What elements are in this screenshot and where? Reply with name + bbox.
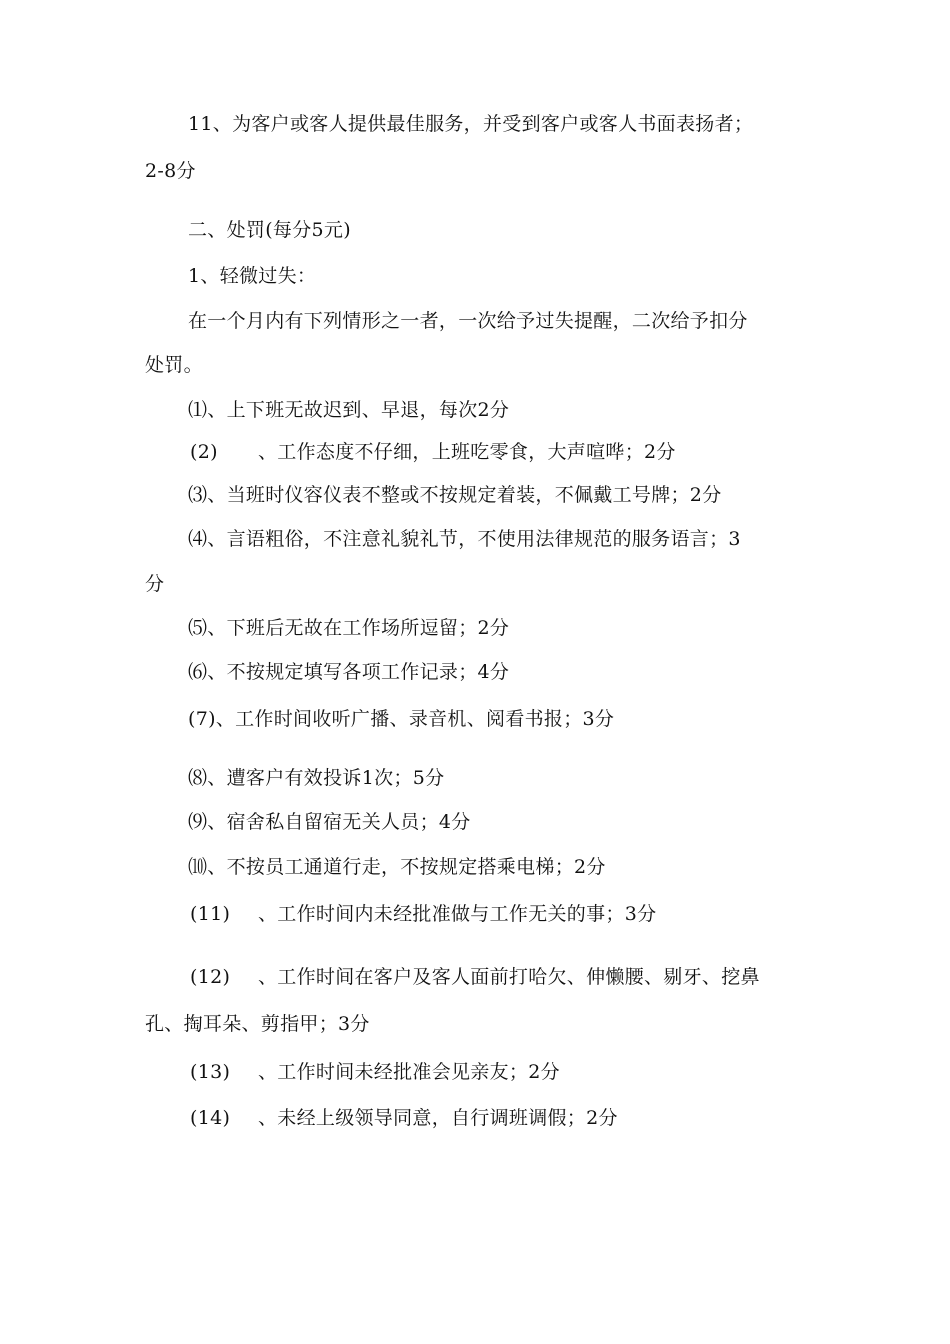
intro-paragraph-line-1: 在一个月内有下列情形之一者，一次给予过失提醒，二次给予扣分 [188,310,748,332]
item-11-text: 、工作时间内未经批准做与工作无关的事；3分 [258,903,657,925]
item-10: ⑽、不按员工通道行走，不按规定搭乘电梯；2分 [188,856,606,878]
item-12-number: (12) [190,966,231,988]
item-7: (7)、工作时间收听广播、录音机、阅看书报；3分 [188,708,615,730]
item-2-text: 、工作态度不仔细，上班吃零食，大声喧哗；2分 [258,441,676,463]
item-8: ⑻、遭客户有效投诉1次；5分 [188,767,445,789]
clause-11-text: 11、为客户或客人提供最佳服务，并受到客户或客人书面表扬者； [188,113,754,135]
item-13-text: 、工作时间未经批准会见亲友；2分 [258,1061,560,1083]
item-6: ⑹、不按规定填写各项工作记录；4分 [188,661,510,683]
item-4-line-1: ⑷、言语粗俗，不注意礼貌礼节，不使用法律规范的服务语言；3 [188,528,741,550]
item-13-number: (13) [190,1061,231,1083]
item-2-number: (2) [190,441,218,463]
subsection-heading-minor-fault: 1、轻微过失： [188,265,317,287]
clause-11-score: 2-8分 [145,160,196,182]
intro-paragraph-line-2: 处罚。 [145,354,203,376]
item-3: ⑶、当班时仪容仪表不整或不按规定着装，不佩戴工号牌；2分 [188,484,722,506]
item-1: ⑴、上下班无故迟到、早退，每次2分 [188,399,510,421]
item-11-number: (11) [190,903,231,925]
item-4-line-2: 分 [145,573,165,595]
item-9: ⑼、宿舍私自留宿无关人员；4分 [188,811,471,833]
item-14-number: (14) [190,1107,231,1129]
item-12-text-line-1: 、工作时间在客户及客人面前打哈欠、伸懒腰、剔牙、挖鼻 [258,966,760,988]
item-14-text: 、未经上级领导同意，自行调班调假；2分 [258,1107,618,1129]
item-5: ⑸、下班后无故在工作场所逗留；2分 [188,617,510,639]
item-12-text-line-2: 孔、掏耳朵、剪指甲；3分 [145,1013,370,1035]
section-heading-penalty: 二、处罚(每分5元) [188,219,351,241]
